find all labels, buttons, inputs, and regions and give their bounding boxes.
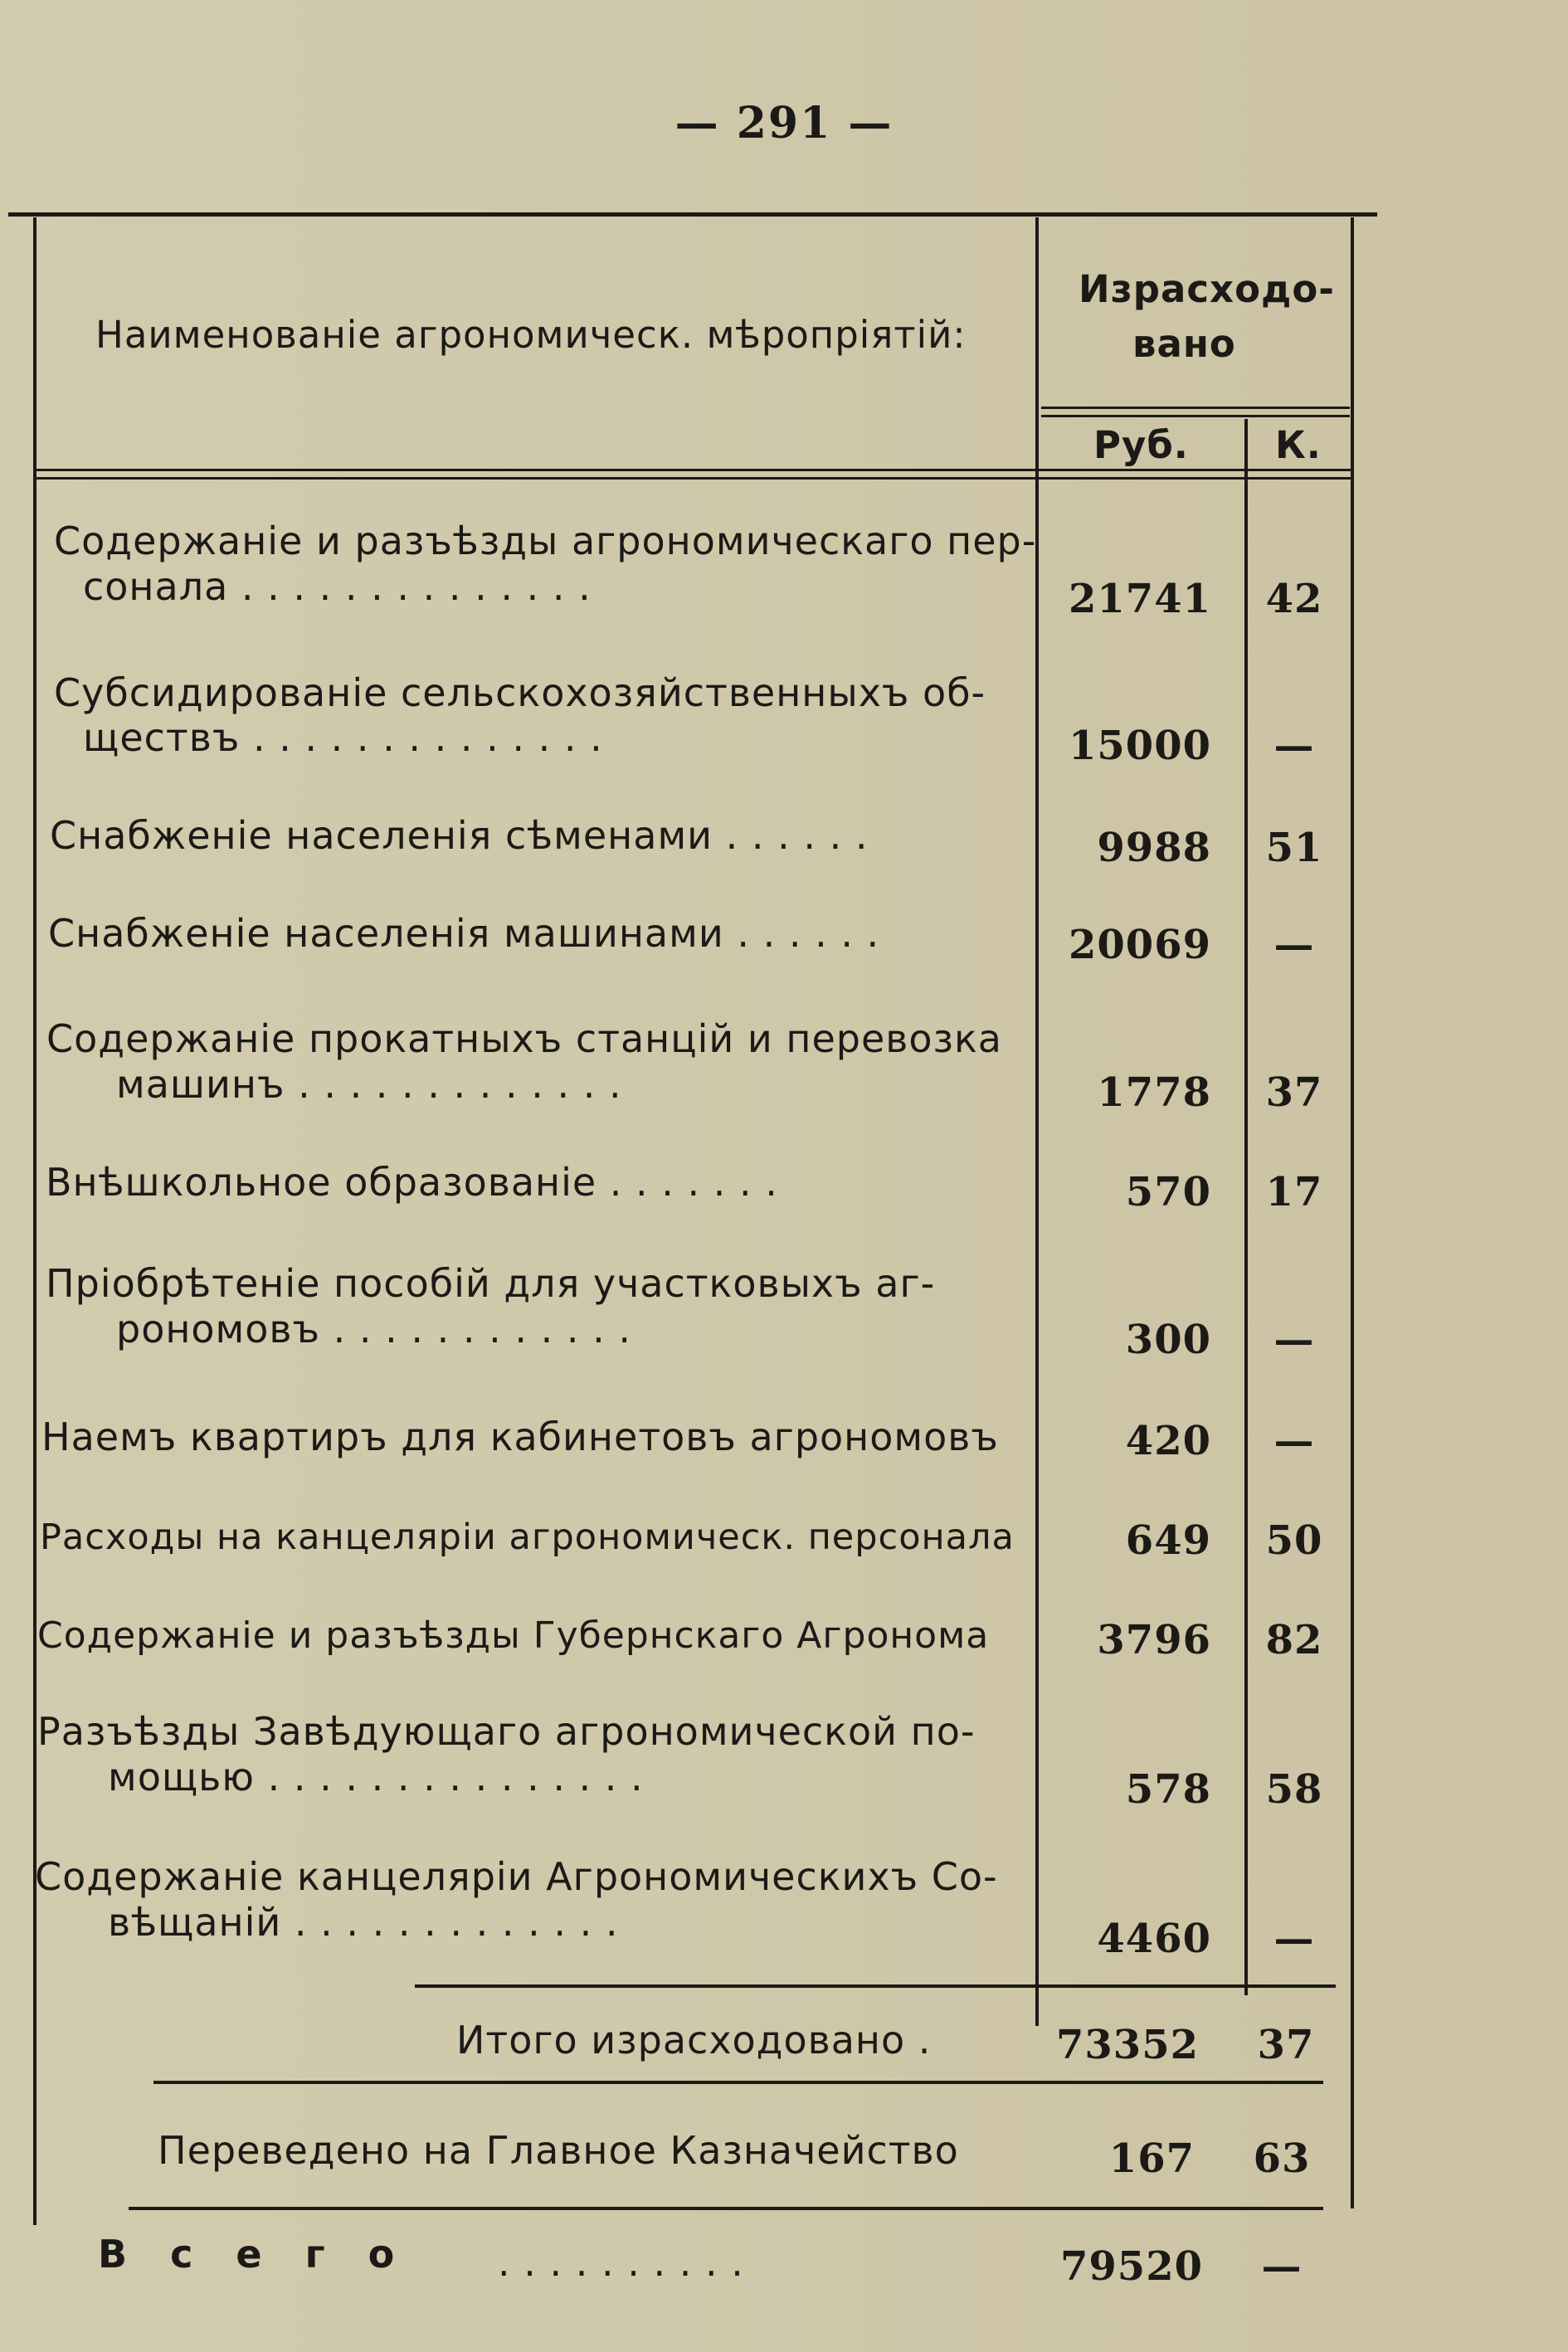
row-9-line1: Расходы на канцеляріи агрономическ. персонала xyxy=(40,1517,1015,1558)
row-11-kop: 58 xyxy=(1265,1766,1323,1813)
column-divider-kop xyxy=(1244,419,1248,1995)
row-4-kop: — xyxy=(1273,922,1315,968)
row-10-line1: Содержаніе и разъѣзды Губернскаго Агронома xyxy=(37,1614,990,1657)
row-8-rub: 420 xyxy=(1125,1418,1211,1464)
header-kop: К. xyxy=(1275,423,1322,467)
total-label: Итого израсходовано . xyxy=(456,2018,932,2062)
grand-kop: — xyxy=(1261,2243,1303,2290)
header-split-rule xyxy=(1041,407,1350,409)
row-3-line1: Снабженіе населенія сѣменами . . . . . . xyxy=(50,813,869,858)
row-6-rub: 570 xyxy=(1125,1169,1211,1215)
transfer-label: Переведено на Главное Казначейство xyxy=(158,2128,959,2173)
row-11-rub: 578 xyxy=(1125,1766,1211,1813)
row-5-line1: Содержаніе прокатныхъ станцій и перевозка xyxy=(46,1016,1002,1061)
row-5-rub: 1778 xyxy=(1097,1069,1211,1116)
row-2-rub: 15000 xyxy=(1069,723,1211,769)
row-8-kop: — xyxy=(1273,1418,1315,1464)
row-1-line1: Содержаніе и разъѣзды агрономическаго пер- xyxy=(54,519,1037,563)
row-12-kop: — xyxy=(1273,1916,1315,1962)
row-2-line1: Субсидированіе сельскохозяйственныхъ об- xyxy=(54,670,986,715)
row-5-kop: 37 xyxy=(1265,1069,1323,1116)
left-border xyxy=(33,217,37,2225)
transfer-top-rule xyxy=(153,2081,1323,2084)
row-3-rub: 9988 xyxy=(1097,825,1211,871)
row-11-line1: Разъѣзды Завѣдующаго агрономической по- xyxy=(37,1709,976,1754)
row-9-kop: 50 xyxy=(1265,1517,1323,1564)
right-border xyxy=(1351,217,1354,2208)
row-1-kop: 42 xyxy=(1265,576,1323,622)
header-name-column: Наименованіе агрономическ. мѣропріятій: xyxy=(95,313,967,357)
column-divider-amount xyxy=(1035,217,1039,2026)
total-rub: 73352 xyxy=(1056,2022,1199,2068)
row-12-line1: Содержаніе канцеляріи Агрономическихъ Со- xyxy=(35,1854,998,1899)
total-kop: 37 xyxy=(1257,2022,1315,2068)
grand-dots: . . . . . . . . . . xyxy=(498,2240,744,2285)
row-3-kop: 51 xyxy=(1265,825,1323,871)
transfer-kop: 63 xyxy=(1253,2135,1311,2182)
row-2-kop: — xyxy=(1273,723,1315,769)
row-4-rub: 20069 xyxy=(1069,922,1211,968)
row-7-line2: рономовъ . . . . . . . . . . . . xyxy=(116,1307,631,1351)
row-6-line1: Внѣшкольное образованіе . . . . . . . xyxy=(46,1160,778,1205)
row-2-line2: ществъ . . . . . . . . . . . . . . xyxy=(83,715,603,760)
transfer-rub: 167 xyxy=(1108,2135,1195,2182)
row-10-rub: 3796 xyxy=(1097,1617,1211,1663)
page-number: — 291 — xyxy=(674,98,894,149)
header-spent-line2: вано xyxy=(1132,322,1236,366)
header-rub: Руб. xyxy=(1093,423,1189,467)
row-6-kop: 17 xyxy=(1265,1169,1323,1215)
grand-top-rule xyxy=(129,2207,1323,2210)
row-10-kop: 82 xyxy=(1265,1617,1323,1663)
row-7-line1: Пріобрѣтеніе пособій для участковыхъ аг- xyxy=(46,1261,936,1306)
header-split-rule-2 xyxy=(1041,415,1350,417)
row-12-rub: 4460 xyxy=(1097,1916,1211,1962)
grand-rub: 79520 xyxy=(1060,2243,1203,2290)
row-7-kop: — xyxy=(1273,1317,1315,1363)
row-1-rub: 21741 xyxy=(1069,576,1211,622)
row-1-line2: сонала . . . . . . . . . . . . . . xyxy=(83,564,592,609)
header-bottom-rule-2 xyxy=(37,477,1351,480)
row-9-rub: 649 xyxy=(1125,1517,1211,1564)
row-12-line2: вѣщаній . . . . . . . . . . . . . xyxy=(108,1900,619,1945)
header-spent-line1: Израсходо- xyxy=(1079,267,1335,311)
row-5-line2: машинъ . . . . . . . . . . . . . xyxy=(116,1062,622,1107)
grand-label: В с е г о xyxy=(98,2232,410,2277)
subtotal-rule xyxy=(415,1984,1336,1988)
header-bottom-rule xyxy=(37,469,1351,471)
row-7-rub: 300 xyxy=(1125,1317,1211,1363)
row-8-line1: Наемъ квартиръ для кабинетовъ агрономовъ xyxy=(41,1415,999,1459)
row-11-line2: мощью . . . . . . . . . . . . . . . xyxy=(108,1755,644,1799)
row-4-line1: Снабженіе населенія машинами . . . . . . xyxy=(48,911,880,956)
table-top-rule xyxy=(8,212,1377,217)
